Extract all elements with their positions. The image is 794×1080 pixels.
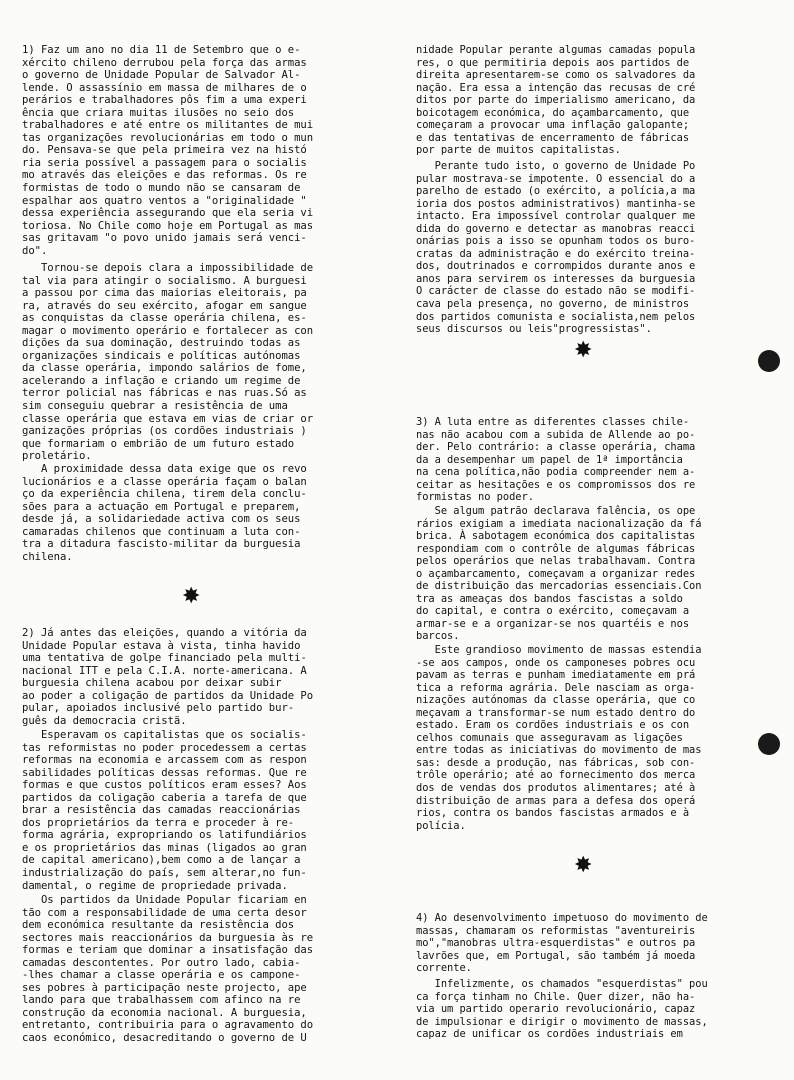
- section-2-paragraph-1: 2) Já antes das eleições, quando a vitória da Unidade Popular estava à vista, tinha havido uma tentativa de golpe financiado pela multi- nacional ITT e pela C.I.A. norte-americana. A burguesia chilena acabou por deixar subir ao poder a coligação de partidos da Unidade Po pular, apoiados inclusivé pelo partido bur- guês da democracia cristã.: [22, 627, 314, 727]
- section-2-paragraph-4: nidade Popular perante algumas camadas popula res, o que permitiria depois aos partidos de direita apresentarem-se como os salvadores da nação. Era essa a intenção das recusas de cré ditos por parte do imperialismo americano, da boicotagem económica, do açambarcamento, que começaram a provocar uma inflação galopante; e das tentativas de encerramento de fábricas por parte de muitos capitalistas.: [416, 44, 696, 157]
- separator-asterisk-right-top: ✸: [574, 338, 593, 363]
- separator-asterisk-right-bottom: ✸: [574, 853, 593, 878]
- section-1-paragraph-3: A proximidade dessa data exige que os revo lucionários e a classe operária façam o balan ço da experiência chilena, tirem dela conclu- sões para a actuação em Portugal e preparem, desde já, a solidariedade activa com os seus camaradas chilenos que continuam a luta con- tra a ditadura fascisto-militar da burguesia chilena.: [22, 463, 307, 563]
- section-1-paragraph-2: Tornou-se depois clara a impossibilidade de tal via para atingir o socialismo. A burguesi a passou por cima das maiorias eleitorais, pa ra, através do seu exército, afogar em sangue as conquistas da classe operária chilena, es- magar o movimento operário e fortalecer as con dições da sua dominação, destruindo todas as organizações sindicais e políticas autónomas da classe operária, impondo salários de fome, acelerando a inflação e criando um regime de terror policial nas fábricas e nas ruas.Só as sim conseguiu quebrar a resistência de uma classe operária que estava em vias de criar or ganizações próprias (os cordões industriais ) que formariam o embrião de um futuro estado proletário.: [22, 262, 314, 463]
- section-4-paragraph-1: 4) Ao desenvolvimento impetuoso do movimento de massas, chamaram os reformistas "aventureiris mo","manobras ultra-esquerdistas" e outros pa lavrões que, em Portugal, são também já moeda corrente.: [416, 912, 708, 975]
- separator-asterisk-left: ✸: [182, 584, 201, 609]
- section-2-paragraph-2: Esperavam os capitalistas que os socialis- tas reformistas no poder procedessem a certas reformas na economia e arcassem com as respon sabilidades políticas dessas reformas. Que re formas e que custos políticos eram esses? Aos partidos da coligação caberia a tarefa de que brar a resistência das camadas reaccionárias dos proprietários da terra e proceder à re- forma agrária, expropriando os latifundiários e os proprietários das minas (ligados ao gran de capital americano),bem como a de lançar a industrialização do país, sem alterar,no fun- damental, o regime de propriedade privada.: [22, 729, 307, 892]
- section-2-paragraph-3: Os partidos da Unidade Popular ficariam en tão com a responsabilidade de uma certa desor dem económica resultante da resistência dos sectores mais reaccionários da burguesia às re formas e teriam que dominar a insatisfação das camadas descontentes. Por outro lado, cabia- -lhes chamar a classe operária e os campone- ses pobres à participação neste projecto, ape lando para que trabalhassem com afinco na re construção da economia nacional. A burguesia, entretanto, contribuiria para o agravamento do caos económico, desacreditando o governo de U: [22, 894, 314, 1045]
- section-3-paragraph-1: 3) A luta entre as diferentes classes chile- nas não acabou com a subida de Allende ao po- der. Pelo contrário: a classe operária, chama da a desempenhar um papel de 1ª importância na cena política,não podia compreender nem a- ceitar as hesitações e os compromissos dos re formistas no poder.: [416, 416, 696, 504]
- section-3-paragraph-2: Se algum patrão declarava falência, os ope rários exigiam a imediata nacionalização da fá brica. À sabotagem económica dos capitalistas respondiam com o contrôle de algumas fábricas pelos operários que nelas trabalhavam. Contra o açambarcamento, começavam a organizar redes de distribuição das mercadorias essenciais.Con tra as ameaças dos bandos fascistas a soldo do capital, e contra o exército, começavam a armar-se e a organizar-se nos quartéis e nos barcos.: [416, 505, 702, 643]
- section-3-paragraph-3: Este grandioso movimento de massas estendia -se aos campos, onde os camponeses pobres ocu pavam as terras e punham imediatamente em prá tica a reforma agrária. Dele nasciam as orga- nizações autónomas da classe operária, que co meçavam a transformar-se num estado dentro do estado. Eram os cordões industriais e os con celhos comunais que asseguravam as ligações entre todas as iniciativas do movimento de mas sas: desde a produção, nas fábricas, sob con- trôle operário; até ao fornecimento dos merca dos de vendas dos produtos alimentares; até à distribuição de armas para a defesa dos operá rios, contra os bandos fascistas armados e à polícia.: [416, 644, 702, 832]
- punch-hole-top: [758, 350, 780, 372]
- section-4-paragraph-2: Infelizmente, os chamados "esquerdistas" pou ca força tinham no Chile. Quer dizer, não ha- via um partido operario revolucionário, capaz de impulsionar e dirigir o movimento de massas, capaz de unificar os cordões industriais em: [416, 978, 708, 1041]
- punch-hole-bottom: [758, 733, 780, 755]
- section-2-paragraph-5: Perante tudo isto, o governo de Unidade Po pular mostrava-se impotente. O essencial do a parelho de estado (o exército, a polícia,a ma ioria dos postos administrativos) mantinha-se intacto. Era impossível controlar qualquer me dida do governo e detectar as manobras reacci onárias pois a isso se opunham todos os buro- cratas da administração e do exército treina- dos, doutrinados e corrompidos durante anos e anos para servirem os interesses da burguesia O carácter de classe do estado não se modifi- cava pela presença, no governo, de ministros dos partidos comunista e socialista,nem pelos seus discursos ou leis"progressistas".: [416, 160, 696, 336]
- section-1-paragraph-1: 1) Faz um ano no dia 11 de Setembro que o e- xército chileno derrubou pela força das armas o governo de Unidade Popular de Salvador Al- lende. O assassínio em massa de milhares de o perários e trabalhadores pôs fim a uma experi ência que criara muitas ilusões no seio dos trabalhadores e até entre os militantes de mui tas organizações revolucionárias em todo o mun do. Pensava-se que pela primeira vez na histó ria seria possível a passagem para o socialis mo através das eleições e das reformas. Os re formistas de todo o mundo não se cansaram de espalhar aos quatro ventos a "originalidade " dessa experiência assegurando que ela seria vi toriosa. No Chile como hoje em Portugal as mas sas gritavam "o povo unido jamais será venci- do".: [22, 44, 314, 257]
